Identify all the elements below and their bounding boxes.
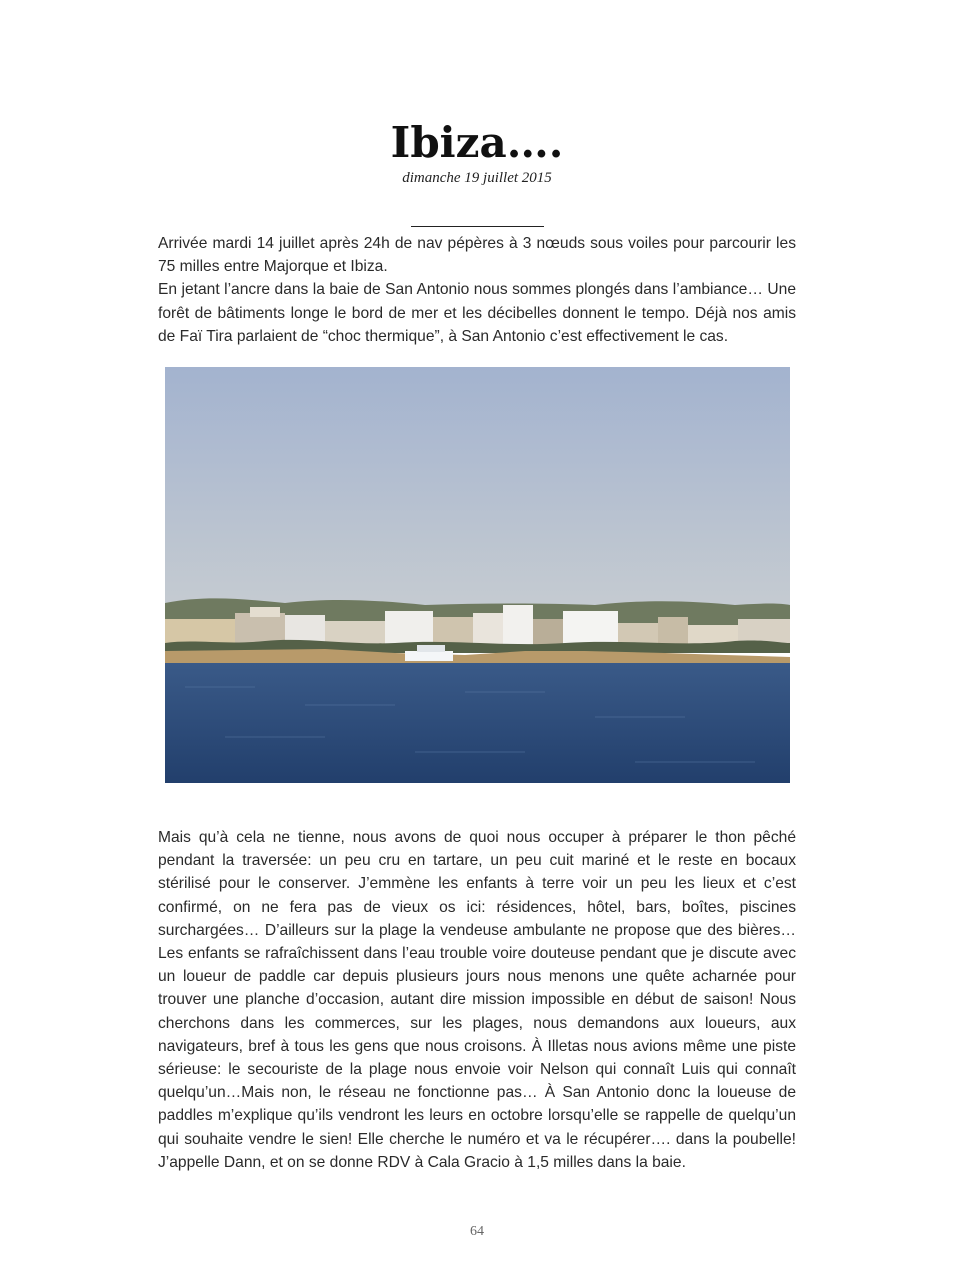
intro-line-1: Arrivée mardi 14 juillet après 24h de nav pépères à 3 nœuds sous voiles pour parcourir les 75 milles entre Majorque et Ibiza. — [158, 235, 796, 276]
intro-paragraph — [158, 232, 796, 348]
sky — [165, 367, 790, 607]
body-paragraph: Mais qu’à cela ne tienne, nous avons de quoi nous occuper à préparer le thon pêché pendant la traversée: un peu cru en tartare, un peu cuit mariné et le reste en bocaux stérilisé pour le conserver. J’emmène les enfants à terre voir un peu les lieux et c’est confirmé, on ne fera pas de vieux os ici: résidences, hôtel, bars, boîtes, piscines surchargées… D’ailleurs sur la plage la vendeuse ambulante ne propose que des bières… Les enfants se rafraîchissent dans l’eau trouble voire douteuse pendant que je discute avec un loueur de paddle car depuis plusieurs jours nous menons une quête acharnée pour trouver une planche d’occasion, autant dire mission impossible en début de saison! Nous cherchons dans les commerces, sur les plages, nous demandons aux loueurs, aux navigateurs, bref à tous les gens que nous croisons. À Illetas nous avions même une piste sérieuse: le secouriste de la plage nous envoie voir Nelson qui connaît Luis qui connaît quelqu’un…Mais non, le réseau ne fonctionne pas… À San Antonio donc la loueuse de paddles m’explique qu’ils vendront les leurs en octobre lorsqu’elle se rappelle de quelqu’un qui souhaite vendre le sien! Elle cherche le numéro et va le récupérer…. dans la poubelle! J’appelle Dann, et on se donne RDV à Cala Gracio à 1,5 milles dans la baie. — [158, 829, 796, 1171]
photo-san-antonio-bay — [165, 367, 790, 783]
sea — [165, 663, 790, 783]
title-divider — [411, 226, 544, 227]
post-date: dimanche 19 juillet 2015 — [402, 170, 552, 186]
page-number: 64 — [470, 1224, 484, 1239]
page-title: Ibiza…. — [390, 118, 564, 167]
intro-line-2: En jetant l’ancre dans la baie de San Antonio nous sommes plongés dans l’ambiance… Une forêt de bâtiments longe le bord de mer et les décibelles donnent le tempo. Déjà nos amis de Faï Tira parlaient de “choc thermique”, à San Antonio c’est effectivement le cas. — [158, 281, 796, 345]
